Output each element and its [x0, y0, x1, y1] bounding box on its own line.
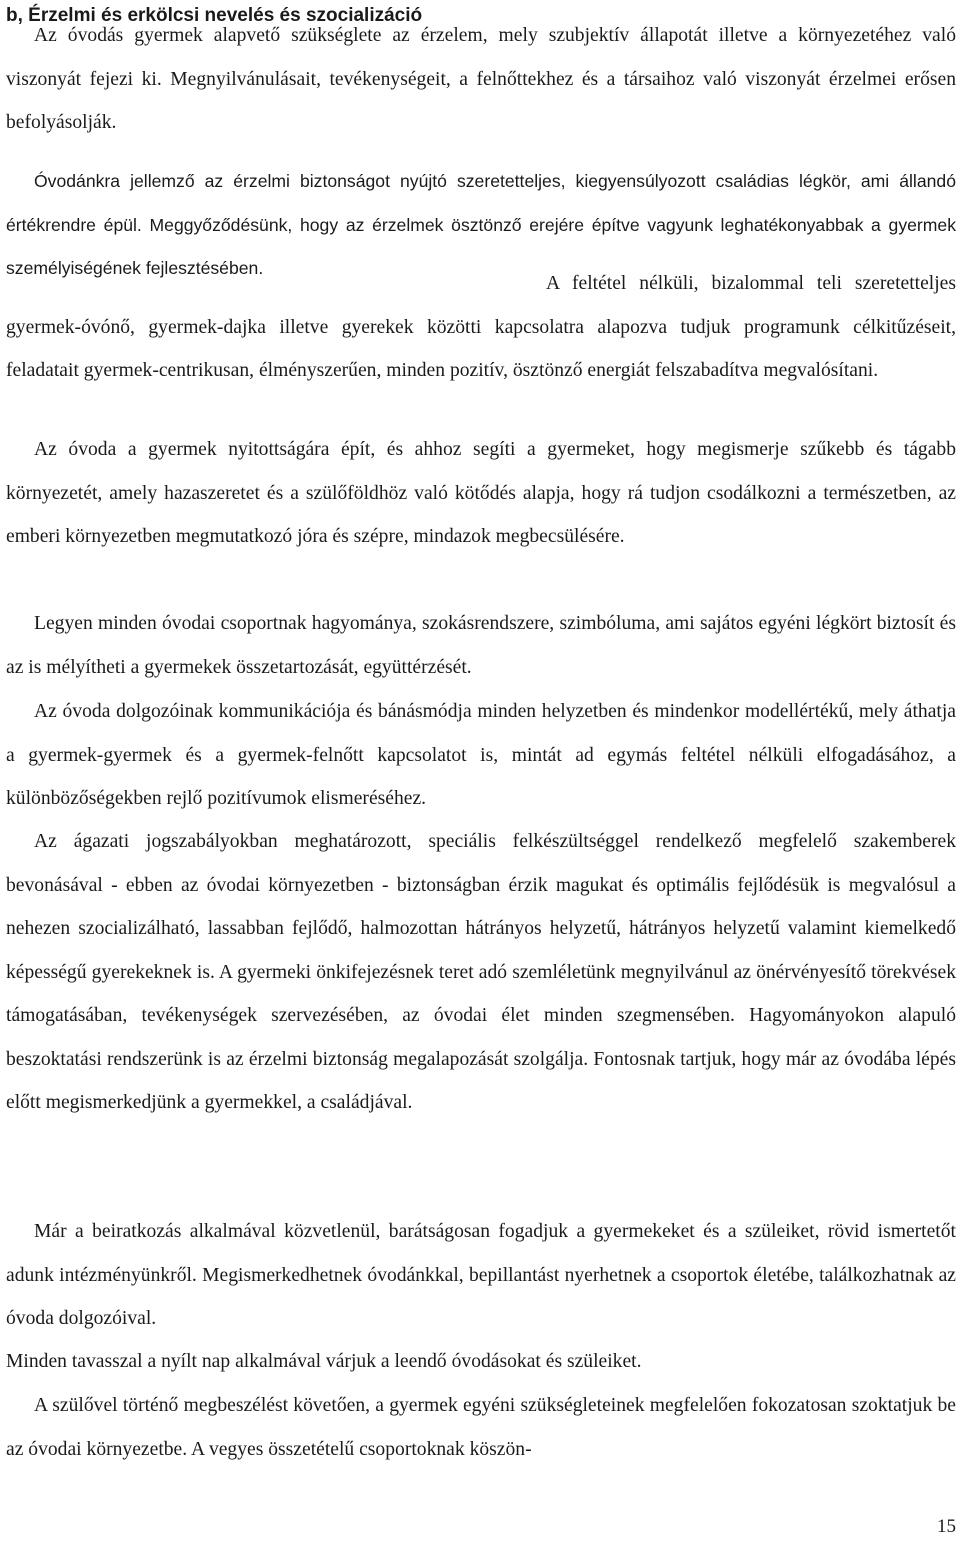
paragraph-relationships	[6, 262, 956, 393]
page-number: 15	[937, 1516, 956, 1537]
paragraph-settling-in: A szülővel történő megbeszélést követően, a gyermek egyéni szükségleteinek megfelelően fokozatosan szoktatjuk be az óvodai környezetbe. A vegyes összetételű csoportoknak köszön-	[6, 1395, 956, 1460]
paragraph-staff-communication: Az óvoda dolgozóinak kommunikációja és bánásmódja minden helyzetben és mindenkor modellértékű, mely áthatja a gyermek-gyermek és a gyermek-felnőtt kapcsolatot is, mintát ad egymás feltétel nélküli elfogadásához, a különbözőségekben rejlő pozitívumok elismeréséhez.	[6, 701, 956, 809]
paragraph-relationships-text: A feltétel nélküli, bizalommal teli szeretetteljes gyermek-óvónő, gyermek-dajka illetve gyerekek közötti kapcsolatra alapozva tudjuk programunk célkitűzéseit, feladatait gyermek-centrikusan, élményszerűen, minden pozitív, ösztönző energiát felszabadítva megvalósítani.	[6, 273, 956, 381]
section-heading: b, Érzelmi és erkölcsi nevelés és szocializáció	[6, 5, 423, 26]
paragraph-open-day: Minden tavasszal a nyílt nap alkalmával várjuk a leendő óvodásokat és szüleiket.	[6, 1351, 642, 1372]
paragraph-kindergarten-atmosphere: Óvodánkra jellemző az érzelmi biztonságot nyújtó szeretetteljes, kiegyensúlyozott családias légkör, ami állandó értékrendre épül. Meggyőződésünk, hogy az érzelmek ösztönző erejére építve vagyunk leghatékonyabbak a gyermek személyiségének fejlesztésében.	[6, 171, 956, 278]
paragraph-enrollment: Már a beiratkozás alkalmával közvetlenül, barátságosan fogadjuk a gyermekeket és a szüleiket, rövid ismertetőt adunk intézményünkről. Megismerkedhetnek óvodánkkal, bepillantást nyerhetnek a csoportok életébe, találkozhatnak az óvoda dolgozóival.	[6, 1221, 956, 1329]
paragraph-specialists: Az ágazati jogszabályokban meghatározott, speciális felkészültséggel rendelkező megfelelő szakemberek bevonásával - ebben az óvodai környezetben - biztonságban érzik magukat és optimális fejlődésük is megvalósul a nehezen szocializálható, lassabban fejlődő, halmozottan hátrányos helyzetű, hátrányos helyzetű valamint kiemelkedő képességű gyerekeknek is. A gyermeki önkifejezésnek teret adó szemléletünk megnyilvánul az önérvényesítő törekvések támogatásában, tevékenységek szervezésében, az óvodai élet minden szegmensében. Hagyományokon alapuló beszoktatási rendszerünk is az érzelmi biztonság megalapozását szolgálja. Fontosnak tartjuk, hogy már az óvodába lépés előtt megismerkedjünk a gyermekkel, a családjával.	[6, 831, 956, 1113]
paragraph-group-traditions: Legyen minden óvodai csoportnak hagyománya, szokásrendszere, szimbóluma, ami sajátos egyéni légkört biztosít és az is mélyítheti a gyermekek összetartozását, együttérzését.	[6, 613, 956, 678]
paragraph-emotion-need: Az óvodás gyermek alapvető szükséglete az érzelem, mely szubjektív állapotát illetve a környezetéhez való viszonyát fejezi ki. Megnyilvánulásait, tevékenységeit, a felnőttekhez és a társaihoz való viszonyát érzelmei erősen befolyásolják.	[6, 25, 956, 133]
paragraph-openness: Az óvoda a gyermek nyitottságára épít, és ahhoz segíti a gyermeket, hogy megismerje szűkebb és tágabb környezetét, amely hazaszeretet és a szülőföldhöz való kötődés alapja, hogy rá tudjon csodálkozni a természetben, az emberi környezetben megmutatkozó jóra és szépre, mindazok megbecsülésére.	[6, 439, 956, 547]
